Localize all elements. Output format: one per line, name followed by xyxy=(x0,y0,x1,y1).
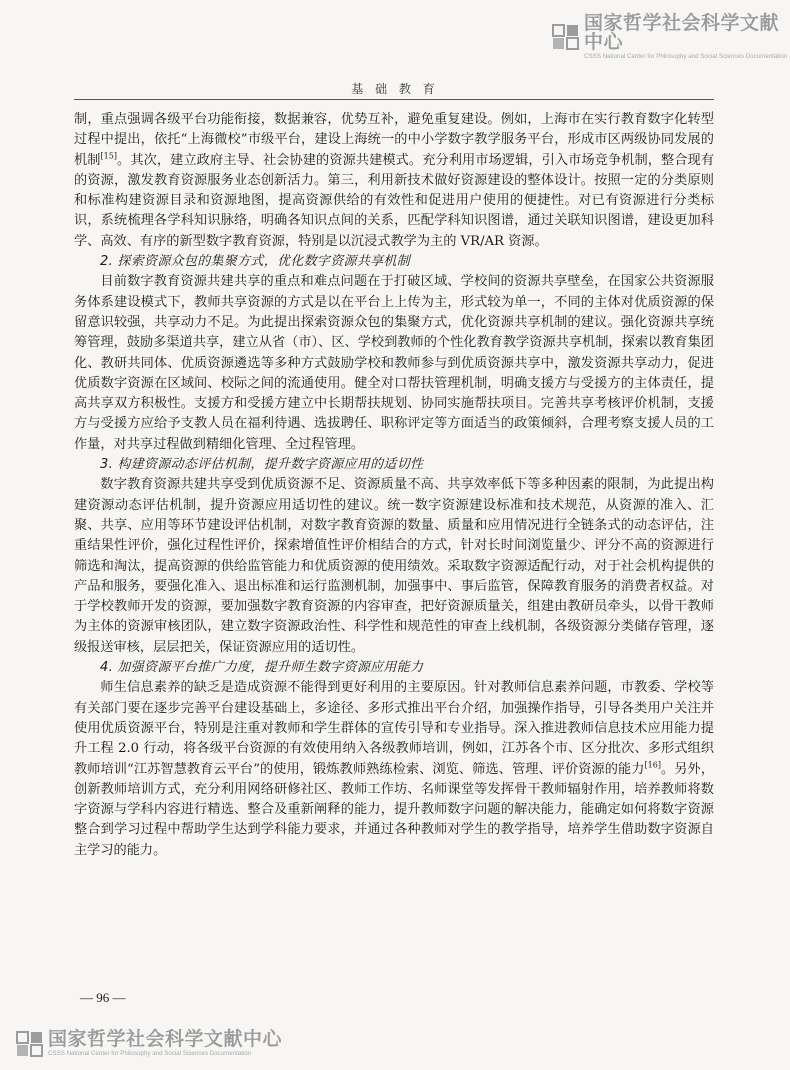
logo-english-name: CSSS National Center for Philosophy and Social Sciences Documentation xyxy=(48,1050,252,1057)
section-heading-2: 2. 探索资源众包的集聚方式，优化数字资源共享机制 xyxy=(100,254,411,270)
article-body xyxy=(74,110,714,861)
citation-16[interactable]: [16] xyxy=(644,760,661,770)
logo-chinese-name: 国家哲学社会科学文献中心 xyxy=(48,1028,283,1050)
page-number: — 96 — xyxy=(80,990,126,1005)
paragraph-2: 目前数字教育资源共建共享的重点和难点问题在于打破区域、学校间的资源共享壁垒，在国家公共资源服务体系建设模式下，教师共享资源的方式是以在平台上上传为主，形式较为单一，不同的主体对优质资源的保留意识较强，共享动力不足。为此提出探索资源众包的集聚方式，优化资源共享机制的建议。强化资源共享统筹管理，鼓励多渠道共享，建立从省（市）、区、学校到教师的个性化教育教学资源共享机制，探索以教育集团化、教研共同体、优质资源遴选等多种方式鼓励学校和教师参与到优质资源共享中，激发资源共享动力，促进优质数字资源在区域间、校际之间的流通使用。健全对口帮扶管理机制，明确支援方与受援方的主体责任，提高共享双方积极性。支援方和受援方建立中长期帮扶规划、协同实施帮扶项目。完善共享考核评价机制，支援方与受援方应给予支教人员在福利待遇、选拔聘任、职称评定等方面适当的政策倾斜，合理考察支援人员的工作量，对共享过程做到精细化管理、全过程管理。 xyxy=(74,274,714,452)
logo-english-name: CSSS National Center for Philosophy and Social Sciences Documentation xyxy=(584,53,788,60)
header-rule xyxy=(74,99,714,100)
running-head: 基 础 教 育 xyxy=(351,82,439,96)
paragraph-3: 数字教育资源共建共享受到优质资源不足、资源质量不高、共享效率低下等多种因素的限制，为此提出构建资源动态评估机制，提升资源应用适切性的建议。统一数字资源建设标准和技术规范，从资源的准入、汇聚、共享、应用等环节建设评估机制，对数字教育资源的数量、质量和应用情况进行全链条式的动态评估，注重结果性评价，强化过程性评价，探索增值性评价相结合的方式，针对长时间浏览量少、评分不高的资源进行筛选和淘汰，提高资源的供给监管能力和优质资源的使用绩效。采取数字资源适配行动，对于社会机构提供的产品和服务，要强化准入、退出标准和运行监测机制，加强事中、事后监管，保障教育服务的消费者权益。对于学校教师开发的资源，要加强数字教育资源的内容审查，把好资源质量关，组建由教研员牵头，以骨干教师为主体的资源审核团队，建立数字资源政治性、科学性和规范性的审查上线机制，各级资源分类储存管理，逐级报送审核，层层把关，保证资源应用的适切性。 xyxy=(74,477,714,655)
paragraph-1: 制，重点强调各级平台功能衔接，数据兼容，优势互补，避免重复建设。例如，上海市在实行教育数字化转型过程中提出，依托“上海微校”市级平台，建设上海统一的中小学数字教学服务平台，形成市区两级协同发展的机制[15]。其次，建立政府主导、社会协建的资源共建模式。充分利用市场逻辑，引入市场竞争机制，整合现有的资源，激发教育资源服务业态创新活力。第三，利用新技术做好资源建设的整体设计。按照一定的分类原则和标准构建资源目录和资源地图，提高资源供给的有效性和促进用户使用的便捷性。对已有资源进行分类标识，系统梳理各学科知识脉络，明确各知识点间的关系，匹配学科知识图谱，通过关联知识图谱，建设更加科学、高效、有序的新型数字教育资源，特别是以沉浸式教学为主的 VR/AR 资源。 xyxy=(74,112,715,249)
watermark-logo-top xyxy=(552,14,790,60)
paragraph-4: 师生信息素养的缺乏是造成资源不能得到更好利用的主要原因。针对教师信息素养问题，市教委、学校等有关部门要在逐步完善平台建设基础上，多途径、多形式推出平台介绍，加强操作指导，引导各类用户关注并使用优质资源平台，特别是注重对教师和学生群体的宣传引导和专业指导。深入推进教师信息技术应用能力提升工程 2.0 行动，将各级平台资源的有效使用纳入各级教师培训，例如，江苏各个市、区分批次、多形式组织教师培训“江苏智慧教育云平台”的使用，锻炼教师熟练检索、浏览、筛选、管理、评价资源的能力[16]。另外，创新教师培训方式，充分利用网络研修社区、教师工作坊、名师课堂等发挥骨干教师辐射作用，培养教师将数字资源与学科内容进行精选、整合及重新阐释的能力，提升教师数字问题的解决能力，能确定如何将数字资源整合到学习过程中帮助学生达到学科能力要求，并通过各种教师对学生的教学指导，培养学生借助数字资源自主学习的能力。 xyxy=(74,680,715,858)
csss-logo-icon xyxy=(16,1031,44,1057)
section-heading-4: 4. 加强资源平台推广力度，提升师生数字资源应用能力 xyxy=(100,660,424,676)
logo-chinese-name: 国家哲学社会科学文献中心 xyxy=(584,12,780,53)
csss-logo-icon xyxy=(552,24,580,50)
watermark-logo-bottom xyxy=(16,1030,282,1057)
citation-15[interactable]: [15] xyxy=(100,151,117,161)
section-heading-3: 3. 构建资源动态评估机制，提升数字资源应用的适切性 xyxy=(100,457,424,473)
